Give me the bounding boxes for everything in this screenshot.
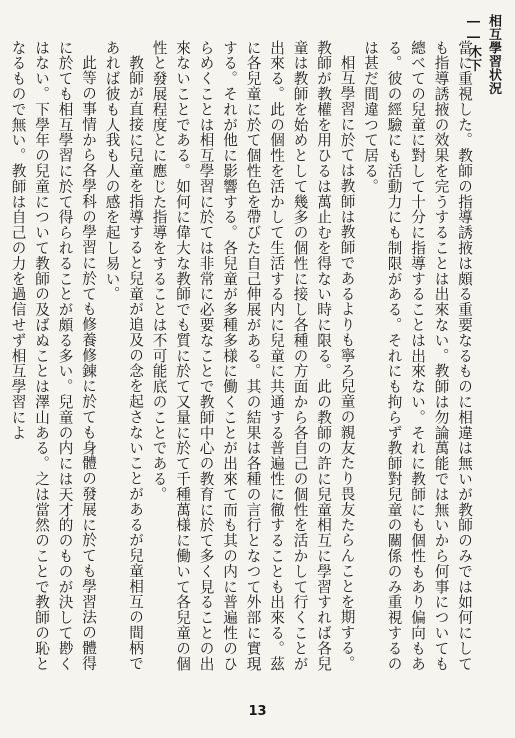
paragraph-1: 當に重視した。教師の指導誘掖は頗る重要なるものに相違は無いが教師のみでは如何にしても指導誘掖の效果を完うすることは出來ない。教師は勿論萬能では無いから何事についても總べての兒童に對して十分に指導することは出來ない。それに教師にも個性もあり偏向もある。彼の經驗にも活動力にも制限がある。それにも拘らず教師對兒童の關係のみ重視するのは甚だ間違つて居る。 (362, 40, 473, 672)
paragraph-4: 此等の事情から各學科の學習に於ても修養修錬に於ても身體の發展に於ても學習法の體得に於ても相互學習に於て得られることが頗る多い。兒童の内には天才的のものが決して尠くはない。下學年の兒童について教師の及ばぬことは澤山ある。之は當然のことで教師の恥となるもので無い。教師は自己の力を過信せず相互學習によ (9, 40, 97, 672)
running-header: 相互學習状況――木下 (466, 14, 501, 95)
paragraph-3: 教師が直接に兒童を指導すると兒童が追及の念を起さないことがあるが兒童相互の間柄であれば彼も人我も人の感を起し易い。 (103, 40, 144, 671)
body-text (9, 40, 476, 685)
page-number: 13 (248, 704, 267, 719)
paragraph-2: 相互學習に於ては教師は教師であるよりも寧ろ兒童の親友たり畏友たらんことを期する。教師が教權を用ひるは萬止むを得ない時に限る。此の教師の許に兒童相互に學習すれば各兒童は教師を始めとして幾多の個性に接し各種の方面から各自己の個性を活かして行くことが出來る。此の個性を活かして生活する内に兒童に共通する普遍性に徹することも出來る。茲に各兒童に於て個性色を帶びた自己伸展がある。其の結果は各種の言行となつて外部に實現する。それが他に影響する。各兒童が多種多様に働くことが出來て而も其の内に普遍性のひらめくことは相互學習に於ては非常に必要なことで教師中心の教育に於て多く見ることの出來ないことである。如何に偉大な教師でも質に於て又量に於て千種萬様に働いて各兒童の個性と發展程度とに應じた指導をすることは不可能底のことである。 (150, 40, 356, 672)
